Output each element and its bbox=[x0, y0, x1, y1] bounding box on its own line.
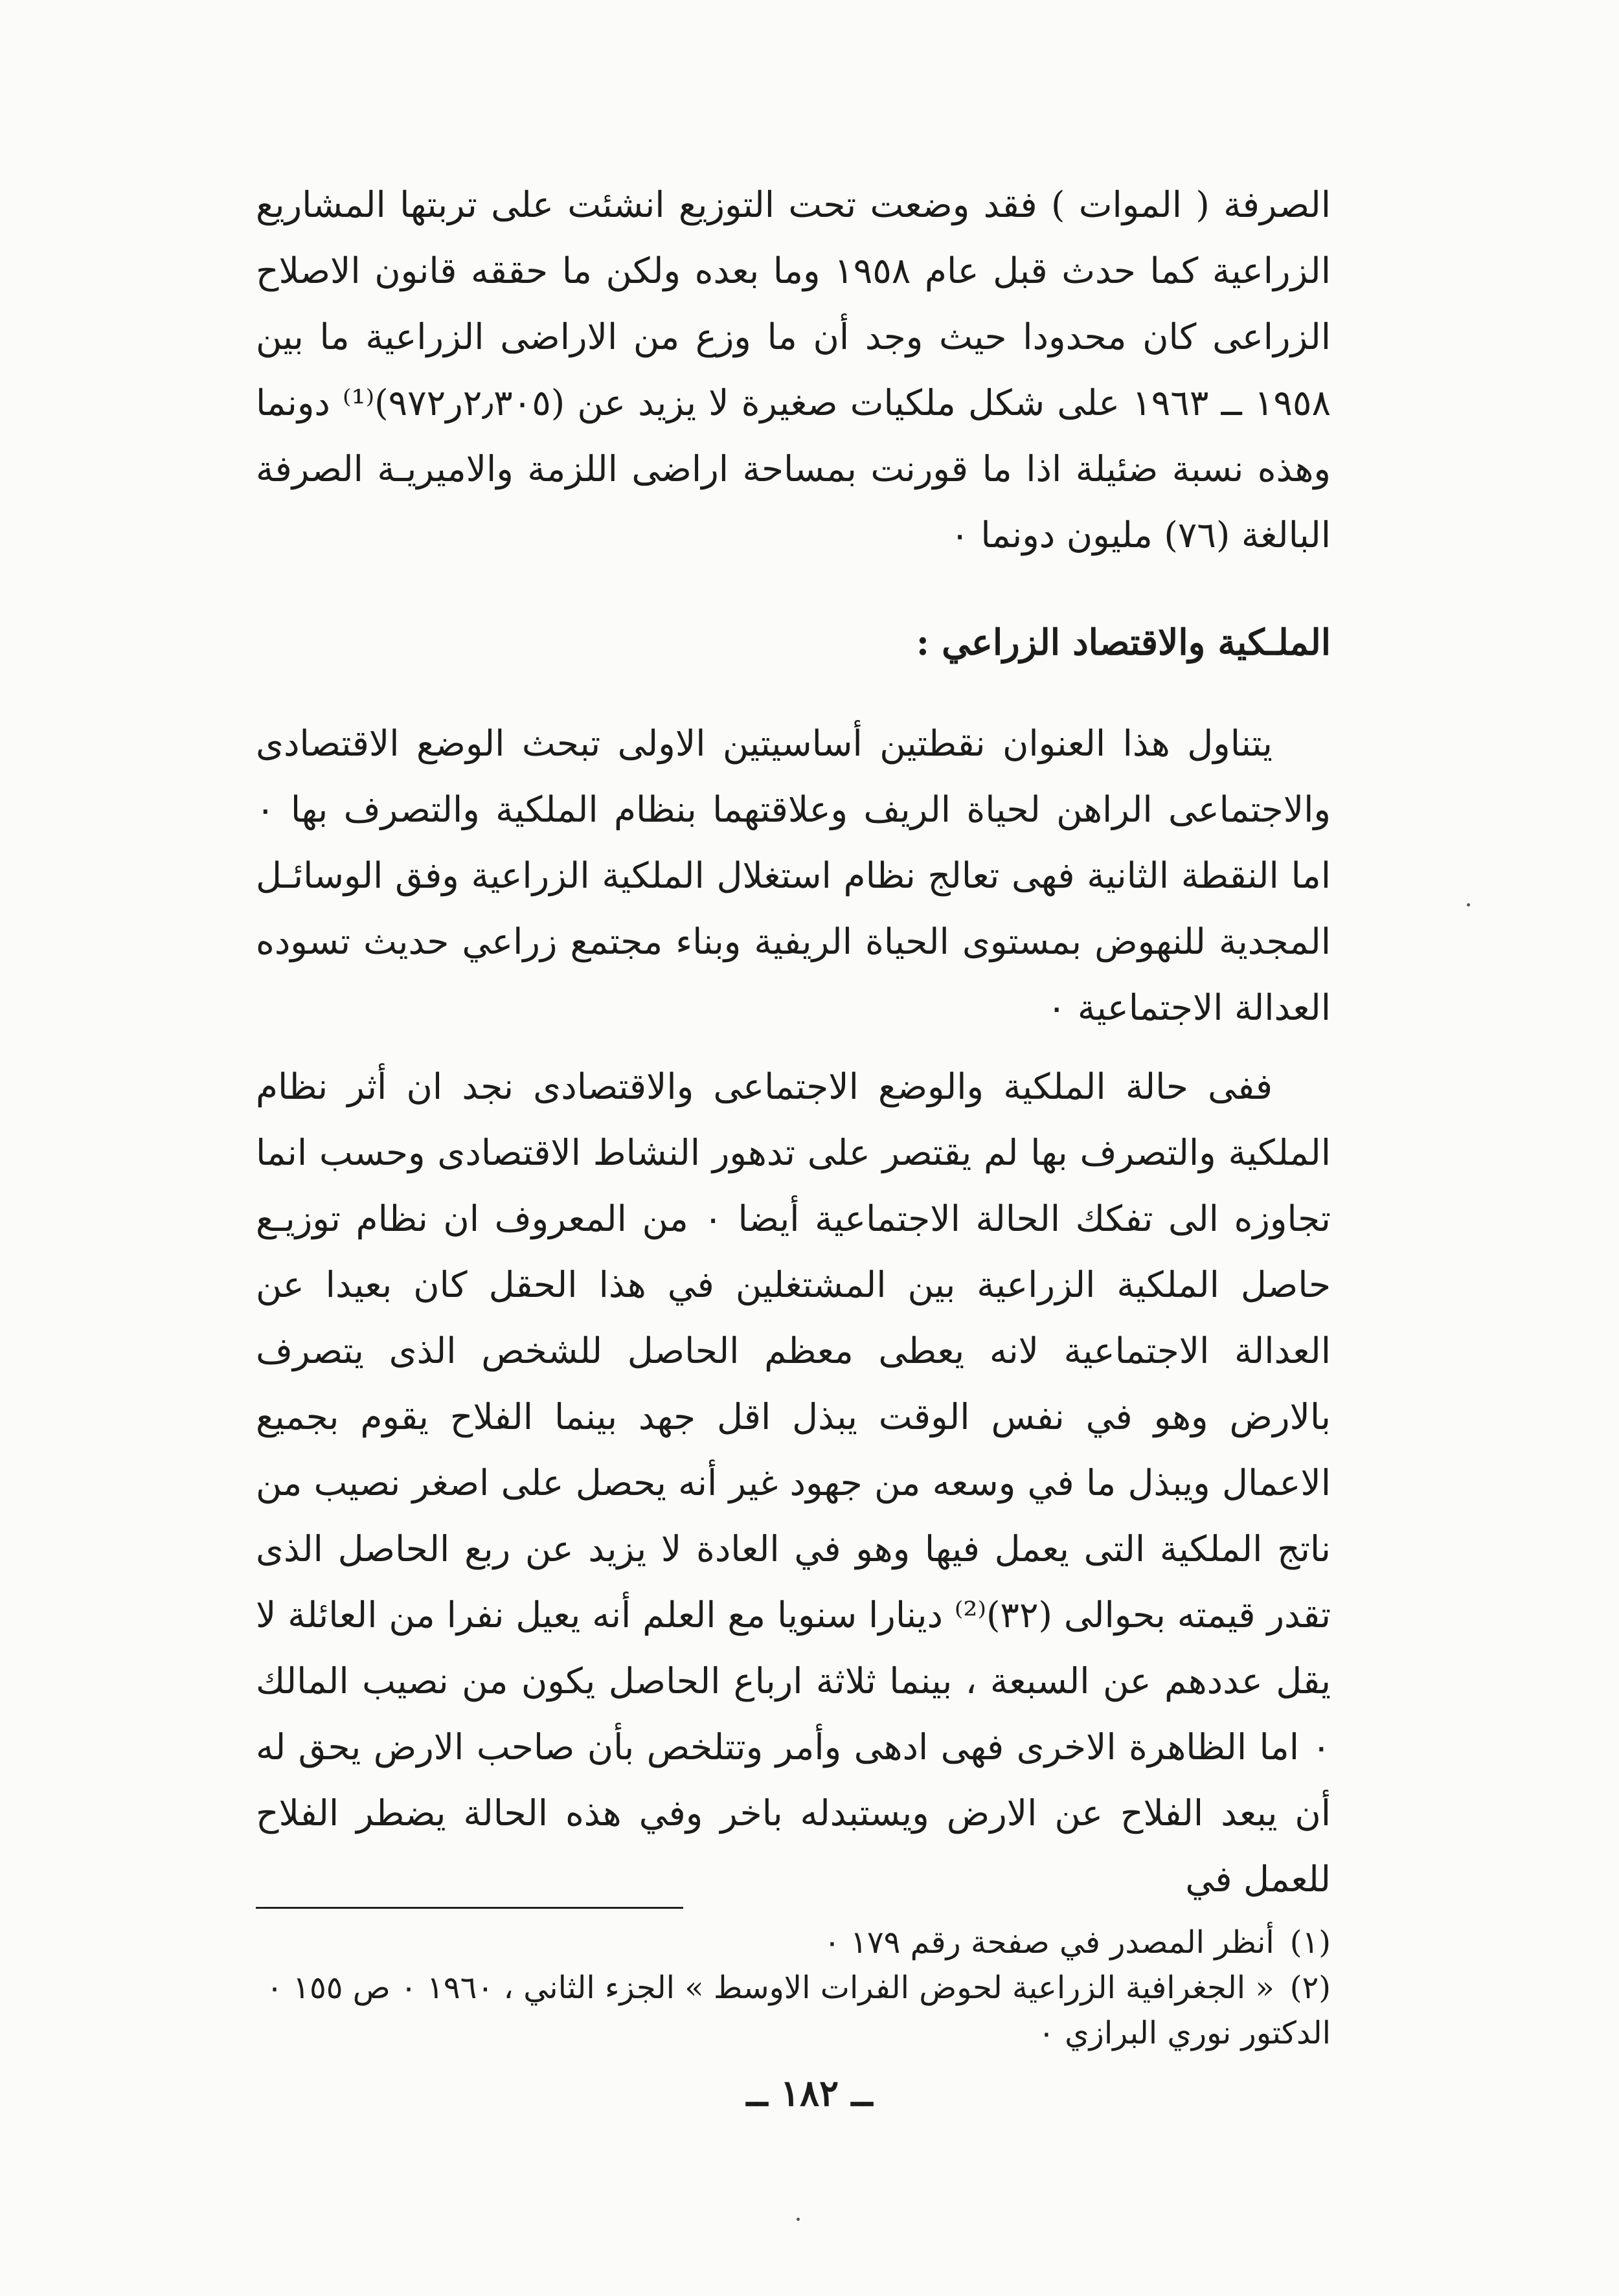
footnotes bbox=[256, 1920, 1331, 2056]
footnote-divider bbox=[256, 1907, 683, 1909]
paragraph-3: ففى حالة الملكية والوضع الاجتماعى والاقتصادى نجد ان أثر نظام الملكية والتصرف بها لم يقتصر على تدهور النشاط الاقتصادى وحسب انما تجاوزه الى تفكك الحالة الاجتماعية أيضا ٠ من المعروف ان نظام توزيـع حاصل الملكية الزراعية بين المشتغلين في هذا الحقل كان بعيدا عن العدالة الاجتماعية لانه يعطى معظم الحاصل للشخص الذى يتصرف بالارض وهو في نفس الوقت يبذل اقل جهد بينما الفلاح يقوم بجميع الاعمال ويبذل ما في وسعه من جهود غير أنه يحصل على اصغر نصيب من ناتج الملكية التى يعمل فيها وهو في العادة لا يزيد عن ربع الحاصل الذى تقدر قيمته بحوالى (٣٢)⁽²⁾ دينارا سنويا مع العلم أنه يعيل نفرا من العائلة لا يقل عددهم عن السبعة ، بينما ثلاثة ارباع الحاصل يكون من نصيب المالك ٠ اما الظاهرة الاخرى فهى ادهى وأمر وتتلخص بأن صاحب الارض يحق له أن يبعد الفلاح عن الارض ويستبدله باخر وفي هذه الحالة يضطر الفلاح للعمل في bbox=[256, 1066, 1331, 1900]
page-number: ــ ١٨٢ ــ bbox=[746, 2072, 873, 2115]
footnote-2-text: « الجغرافية الزراعية لحوض الفرات الاوسط » الجزء الثاني ، ١٩٦٠ ٠ ص ١٥٥ ٠ الدكتور نوري البرازي ٠ bbox=[266, 1970, 1331, 2051]
footnote-2 bbox=[256, 1965, 1331, 2056]
footnote-2-number: (٢) bbox=[1289, 1970, 1331, 2006]
scan-speck bbox=[797, 2218, 800, 2221]
footnote-1-text: أنظر المصدر في صفحة رقم ١٧٩ ٠ bbox=[824, 1924, 1274, 1961]
page-body bbox=[256, 172, 1331, 1912]
paragraph-2: يتناول هذا العنوان نقطتين أساسيتين الاولى تبحث الوضع الاقتصادى والاجتماعى الراهن لحياة الريف وعلاقتهما بنظام الملكية والتصرف بها ٠ اما النقطة الثانية فهى تعالج نظام استغلال الملكية الزراعية وفق الوسائـل المجدية للنهوض بمستوى الحياة الريفية وبناء مجتمع زراعي حديث تسوده العدالة الاجتماعية ٠ bbox=[256, 723, 1331, 1028]
scan-speck bbox=[1467, 903, 1470, 906]
section-heading: الملـكية والاقتصاد الزراعي : bbox=[916, 621, 1331, 663]
footnote-1-number: (١) bbox=[1289, 1924, 1331, 1961]
footnote-1 bbox=[256, 1920, 1331, 1965]
paragraph-1: الصرفة ( الموات ) فقد وضعت تحت التوزيع انشئت على تربتها المشاريع الزراعية كما حدث قبل عام ١٩٥٨ وما بعده ولكن ما حققه قانون الاصلاح الزراعى كان محدودا حيث وجد أن ما وزع من الاراضى الزراعية ما بين ١٩٥٨ ــ ١٩٦٣ على شكل ملكيات صغيرة لا يزيد عن (٢٫٣٠٥ر٩٧٢)⁽¹⁾ دونما وهذه نسبة ضئيلة اذا ما قورنت بمساحة اراضى اللزمة والاميريـة الصرفة البالغة (٧٦) مليون دونما ٠ bbox=[256, 184, 1331, 556]
